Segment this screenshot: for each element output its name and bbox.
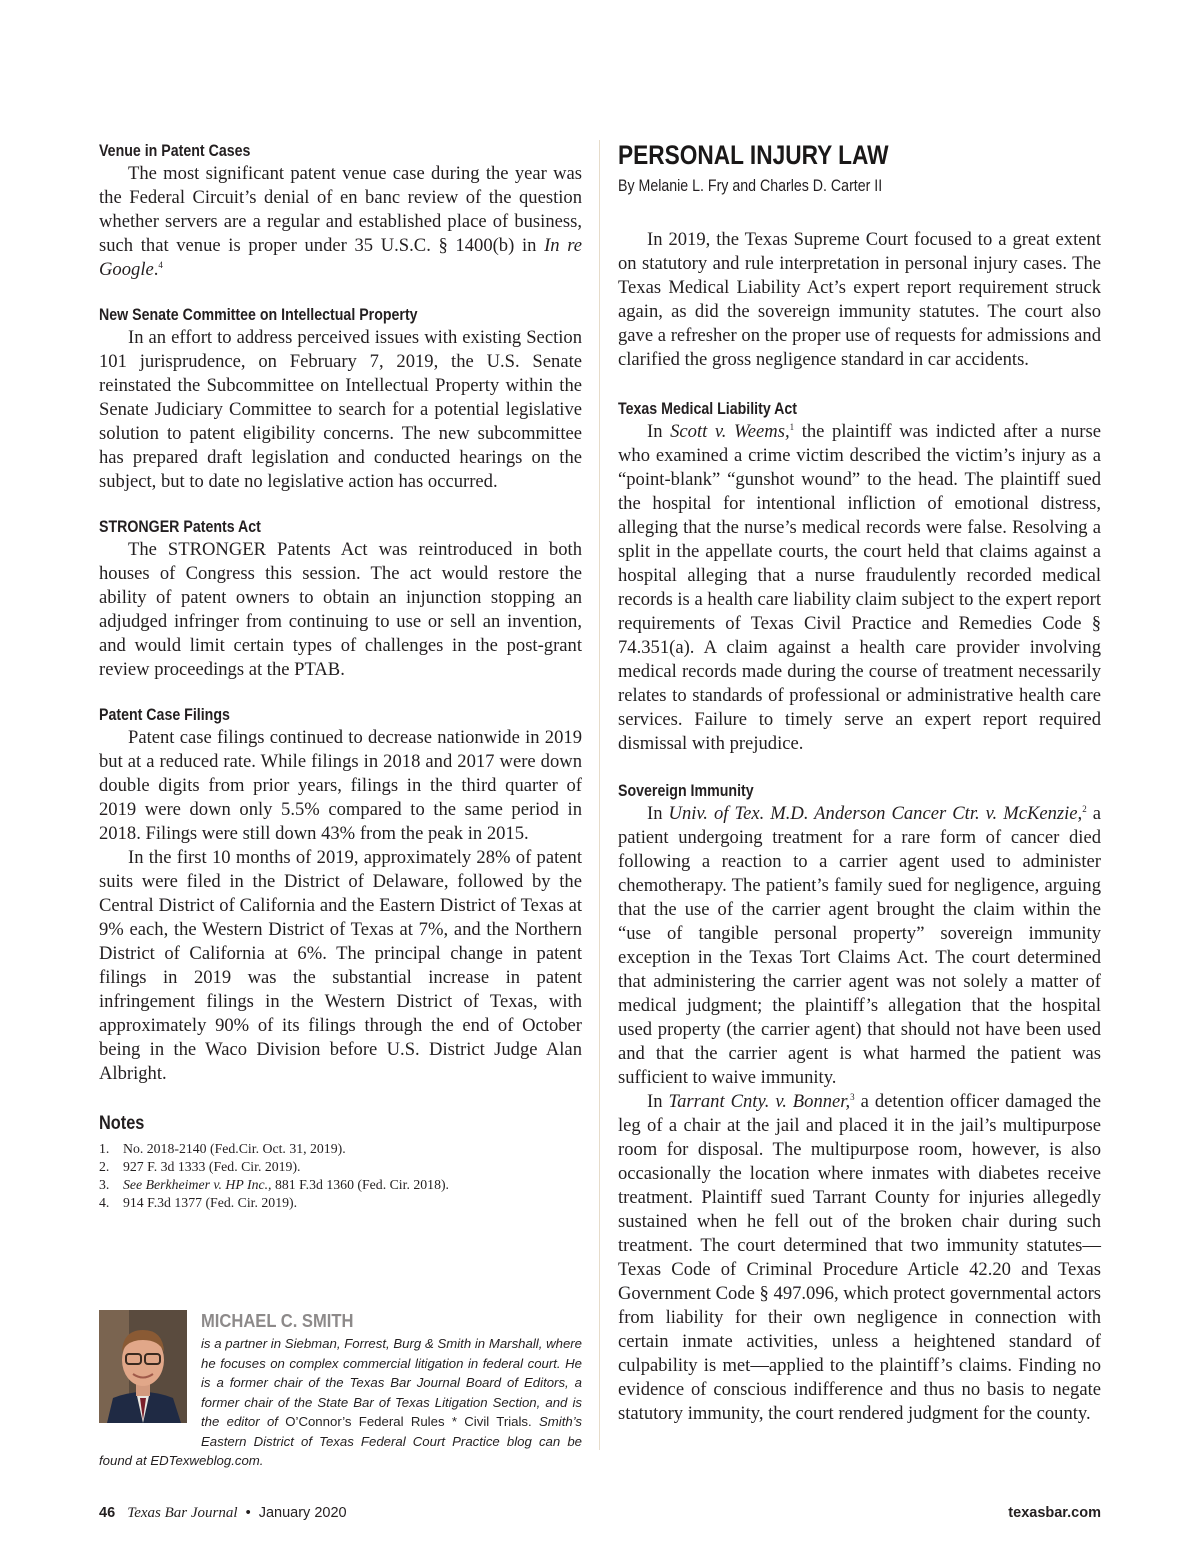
notes-heading: Notes <box>99 1113 145 1134</box>
section-title: PERSONAL INJURY LAW <box>618 140 889 170</box>
tmla-paragraph: In Scott v. Weems,$^1$ the plaintiff was indicted after a nurse who examined a crime victim described the victim’s injury as a “point-blank” “gunshot wound” to the head. The plaintiff sued the hospital for intentional infliction of emotional distress, alleging that the nurse’s medical records were false. Resolving a split in the appellate courts, the court held that claims against a hospital alleging that a nurse fraudulently recorded medical records is a health care liability claim subject to the expert report requirements of Texas Civil Practice and Remedies Code § 74.351(a). A claim against a health care provider involving medical records made during the course of treatment necessarily relates to standards of professional or administrative health care services. Failure to timely serve an expert report required dismissal with prejudice. <box>618 421 1101 754</box>
venue-case-name: In re Google <box>99 235 582 280</box>
case-name: Univ. of Tex. M.D. Anderson Cancer Ctr. v. McKenzie, <box>668 803 1083 824</box>
stronger-heading: STRONGER Patents Act <box>99 518 261 536</box>
case-name: Scott v. Weems, <box>670 421 790 442</box>
venue-heading: Venue in Patent Cases <box>99 142 251 160</box>
byline: By Melanie L. Fry and Charles D. Carter II <box>618 177 883 195</box>
footer-bullet: • <box>245 1505 251 1521</box>
footer-left <box>99 1505 347 1522</box>
author-name: MICHAEL C. SMITH <box>201 1311 354 1331</box>
senate-heading: New Senate Committee on Intellectual Property <box>99 306 418 324</box>
author-bio-text: is a partner in Siebman, Forrest, Burg & Smith in Marshall, where he focuses on complex commercial litigation in federal court. He is a former chair of the Texas Bar Journal Board of Editors, a former chair of the State Bar of Texas Litigation Section, and is the editor of O’Connor’s Federal Rules * Civil Trials. Smith’s Eastern District of Texas Federal Court Practice blog can be found at EDTexweblog.com. <box>99 1336 582 1468</box>
venue-paragraph: The most significant patent venue case during the year was the Federal Circuit’s denial of en banc review of the question whether servers are a regular and established place of business, such that venue is proper under 35 U.S.C. § 1400(b) in In re Google.$^4$ <box>99 163 582 280</box>
page-footer <box>99 1505 1101 1525</box>
filings-paragraph-1: Patent case filings continued to decrease nationwide in 2019 but at a reduced rate. While filings in 2018 and 2017 were down double digits from prior years, filings in the third quarter of 2019 were down only 5.5% compared to the same period in 2018. Filings were still down 43% from the peak in 2015. <box>99 727 582 844</box>
note-item: 4. 914 F.3d 1377 (Fed. Cir. 2019). <box>99 1195 298 1210</box>
footnote-ref: 1 <box>789 422 795 432</box>
footnote-ref: 3 <box>850 1092 855 1102</box>
filings-heading: Patent Case Filings <box>99 706 230 724</box>
stronger-paragraph: The STRONGER Patents Act was reintroduced in both houses of Congress this session. The act would restore the ability of patent owners to obtain an injunction stopping an adjudged infringer from continuing to use or sell an invention, and would limit certain types of challenges in the post-grant review proceedings at the PTAB. <box>99 539 582 680</box>
footnote-ref: 2 <box>1082 804 1087 814</box>
tmla-heading: Texas Medical Liability Act <box>618 400 798 418</box>
note-item: 2. 927 F. 3d 1333 (Fed. Cir. 2019). <box>99 1159 301 1174</box>
note-item: 3. See Berkheimer v. HP Inc., 881 F.3d 1360 (Fed. Cir. 2018). <box>99 1177 450 1192</box>
case-name: Tarrant Cnty. v. Bonner, <box>668 1091 851 1112</box>
page-number: 46 <box>99 1505 116 1521</box>
filings-paragraph-2: In the first 10 months of 2019, approximately 28% of patent suits were filed in the District of Delaware, followed by the Central District of California and the Eastern District of Texas at 9% each, the Western District of Texas at 7%, and the Northern District of California at 6%. The principal change in patent filings in 2019 was the substantial increase in patent infringement filings in the Western District of Texas, with approximately 90% of its filings through the end of October being in the Waco Division before U.S. District Judge Alan Albright. <box>99 847 582 1084</box>
footer-site-link[interactable]: texasbar.com <box>1008 1505 1101 1521</box>
issue-date: January 2020 <box>258 1505 347 1521</box>
sovereign-heading: Sovereign Immunity <box>618 782 754 800</box>
intro-paragraph: In 2019, the Texas Supreme Court focused to a great extent on statutory and rule interpretation in personal injury cases. The Texas Medical Liability Act’s expert report requirement struck again, as did the sovereign immunity statutes. The court also gave a refresher on the proper use of requests for admissions and clarified the gross negligence standard in car accidents. <box>618 229 1101 370</box>
note-item: 1. No. 2018-2140 (Fed.Cir. Oct. 31, 2019). <box>99 1141 346 1156</box>
footnote-ref: 4 <box>158 260 163 270</box>
senate-paragraph: In an effort to address perceived issues with existing Section 101 jurisprudence, on February 7, 2019, the U.S. Senate reinstated the Subcommittee on Intellectual Property within the Senate Judiciary Committee to search for a potential legislative solution to patent eligibility concerns. The new subcommittee has prepared draft legislation and conducted hearings on the subject, but to date no legislative action has occurred. <box>99 327 582 492</box>
column-divider <box>599 140 600 1450</box>
sovereign-paragraph-1: In Univ. of Tex. M.D. Anderson Cancer Ctr. v. McKenzie,$^2$ a patient undergoing treatment for a rare form of cancer died following a reaction to a carrier agent used to administer chemotherapy. The patient’s family sued for negligence, arguing that the use of the carrier agent brought the claim within the “use of tangible personal property” sovereign immunity exception in the Texas Tort Claims Act. The court determined that administering the carrier agent was not solely a matter of medical judgment; the plaintiff’s allegation that the hospital used property (the carrier agent) that should not have been used and that the carrier agent is what harmed the patient was sufficient to waive immunity. <box>618 803 1101 1088</box>
journal-name: Texas Bar Journal <box>127 1505 238 1521</box>
right-column <box>618 140 1101 1426</box>
left-column <box>99 140 582 1212</box>
sovereign-paragraph-2: In Tarrant Cnty. v. Bonner,$^3$ a detention officer damaged the leg of a chair at the jail and placed it in the jail’s multipurpose room for disposal. The multipurpose room, however, is also occasionally the location where inmates with diabetes receive treatment. Plaintiff sued Tarrant County for injuries allegedly sustained when he fell out of the broken chair during such treatment. The court determined that two immunity statutes—Texas Code of Criminal Procedure Article 42.20 and Texas Government Code § 497.096, which protect governmental actors from liability for their own negligence in connection with certain inmate activities, unless a heightened standard of culpability is met—applied to the plaintiff’s claims. Finding no evidence of conscious indifference and thus no basis to negate statutory immunity, the court rendered judgment for the county. <box>618 1091 1101 1424</box>
notes-list <box>99 1140 582 1212</box>
